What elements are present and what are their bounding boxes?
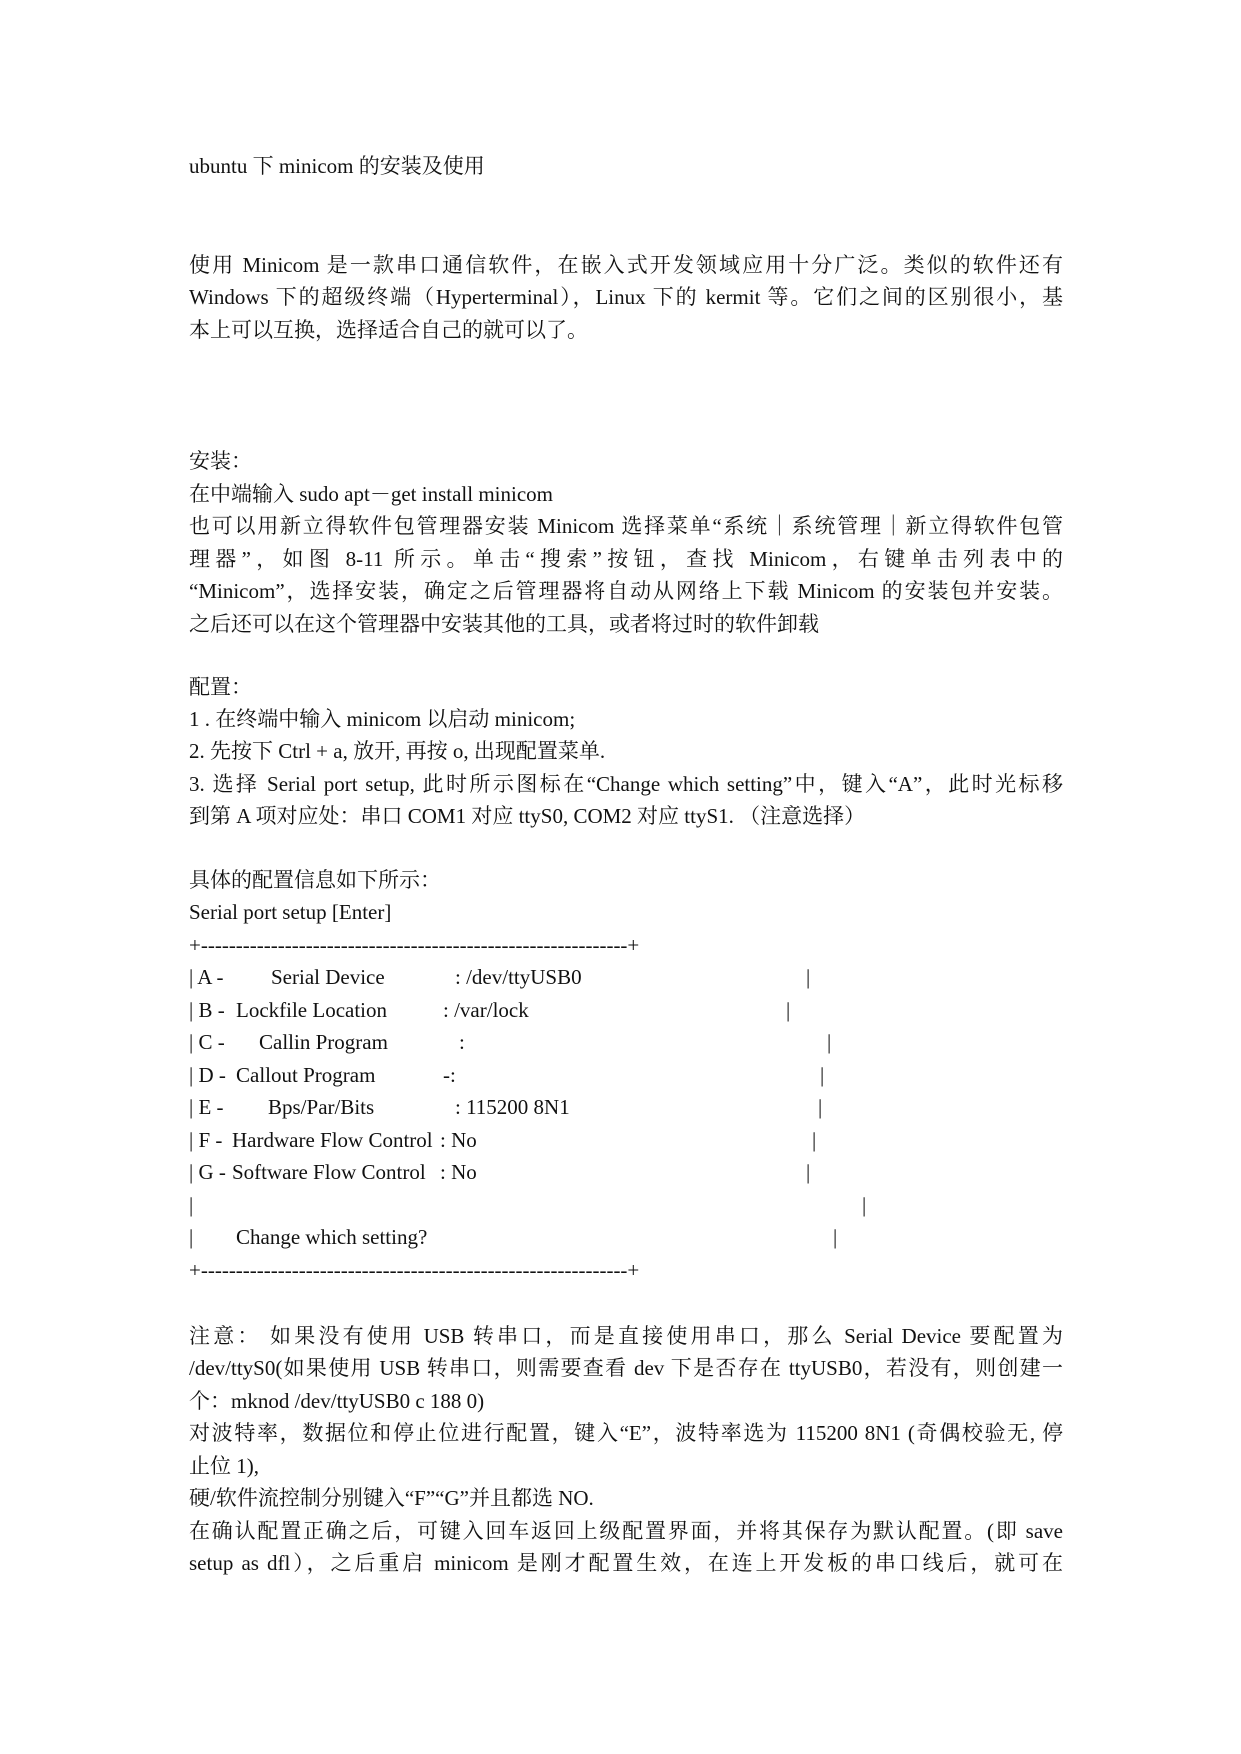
setup-row-value: : No — [440, 1160, 477, 1184]
setup-row-pipe: | — [806, 965, 811, 989]
setup-row-label: Callout Program — [236, 1063, 376, 1087]
intro-line: Windows 下的超级终端（Hyperterminal），Linux 下的 kermit 等。它们之间的区别很小，基 — [189, 285, 1063, 309]
setup-row-key: | D - — [189, 1063, 226, 1087]
setup-row-pipe: | — [786, 998, 791, 1022]
setup-row-key: | B - — [189, 998, 225, 1022]
install-line: 也可以用新立得软件包管理器安装 Minicom 选择菜单“系统｜系统管理｜新立得软件包管 — [189, 514, 1063, 538]
install-line: 理器”，如图 8-11 所示。单击“搜索”按钮，查找 Minicom，右键单击列表中的 — [189, 547, 1063, 571]
config-step: 1 . 在终端中输入 minicom 以启动 minicom; — [189, 707, 576, 731]
setup-row-pipe: | — [818, 1095, 823, 1119]
setup-row-pipe: | — [827, 1030, 832, 1054]
setup-border-top: +-------------------------------------------------------------+ — [189, 933, 640, 957]
setup-row-key: | F - — [189, 1128, 223, 1152]
setup-row-label: Software Flow Control — [232, 1160, 426, 1184]
setup-row-pipe: | — [806, 1160, 811, 1184]
config-step: 到第 A 项对应处：串口 COM1 对应 ttyS0, COM2 对应 ttyS1. （注意选择） — [189, 804, 866, 828]
setup-row-pipe: | — [862, 1193, 867, 1217]
setup-row-pipe: | — [820, 1063, 825, 1087]
note-line: 注意： 如果没有使用 USB 转串口，而是直接使用串口，那么 Serial Device 要配置为 — [189, 1324, 1063, 1348]
note-line: 对波特率，数据位和停止位进行配置，键入“E”，波特率选为 115200 8N1 (奇偶校验无, 停 — [189, 1421, 1063, 1445]
intro-line: 本上可以互换，选择适合自己的就可以了。 — [189, 318, 588, 342]
note-line: 止位 1), — [189, 1454, 259, 1478]
setup-row-label: Serial Device — [271, 965, 385, 989]
setup-row-key: | C - — [189, 1030, 225, 1054]
config-heading: 配置： — [189, 675, 252, 699]
note-line: 在确认配置正确之后，可键入回车返回上级配置界面，并将其保存为默认配置。(即 save — [189, 1519, 1063, 1543]
setup-row-value: : No — [440, 1128, 477, 1152]
setup-row-label: Hardware Flow Control — [232, 1128, 433, 1152]
setup-row-pipe: | — [189, 1193, 194, 1217]
setup-row-value: : /var/lock — [443, 998, 529, 1022]
setup-row-key: | E - — [189, 1095, 224, 1119]
document-title: ubuntu 下 minicom 的安装及使用 — [189, 154, 485, 178]
install-line: “Minicom”，选择安装，确定之后管理器将自动从网络上下载 Minicom 的安装包并安装。 — [189, 579, 1063, 603]
setup-border-bottom: +-------------------------------------------------------------+ — [189, 1258, 640, 1282]
note-line: /dev/ttyS0(如果使用 USB 转串口，则需要查看 dev 下是否存在 ttyUSB0，若没有，则创建一 — [189, 1356, 1063, 1380]
install-line: 在中端输入 sudo apt－get install minicom — [189, 482, 553, 506]
config-step: 3. 选择 Serial port setup, 此时所示图标在“Change which setting”中，键入“A”，此时光标移 — [189, 772, 1063, 796]
config-step: 2. 先按下 Ctrl + a, 放开, 再按 o, 出现配置菜单. — [189, 739, 606, 763]
note-line: 个：mknod /dev/ttyUSB0 c 188 0) — [189, 1389, 485, 1413]
setup-row-value: : — [459, 1030, 465, 1054]
setup-row-label: Lockfile Location — [236, 998, 388, 1022]
intro-line: 使用 Minicom 是一款串口通信软件，在嵌入式开发领域应用十分广泛。类似的软件还有 — [189, 253, 1063, 277]
setup-row-value: : 115200 8N1 — [455, 1095, 570, 1119]
install-line: 之后还可以在这个管理器中安装其他的工具，或者将过时的软件卸载 — [189, 612, 819, 636]
setup-row-pipe: | — [812, 1128, 817, 1152]
setup-row-key: | G - — [189, 1160, 226, 1184]
setup-row-value: -: — [443, 1063, 456, 1087]
note-line: 硬/软件流控制分别键入“F”“G”并且都选 NO. — [189, 1486, 594, 1510]
note-line: setup as dfl），之后重启 minicom 是刚才配置生效，在连上开发板的串口线后，就可在 — [189, 1551, 1063, 1575]
setup-row-label: Bps/Par/Bits — [268, 1095, 375, 1119]
setup-row-label: Callin Program — [259, 1030, 388, 1054]
setup-intro: 具体的配置信息如下所示： — [189, 868, 441, 892]
setup-enter: Serial port setup [Enter] — [189, 900, 392, 924]
setup-row-pipe: | — [189, 1225, 194, 1249]
install-heading: 安装： — [189, 449, 252, 473]
setup-row-key: | A - — [189, 965, 224, 989]
setup-row-value: : /dev/ttyUSB0 — [455, 965, 582, 989]
setup-prompt: Change which setting? — [236, 1225, 428, 1249]
setup-row-pipe: | — [833, 1225, 838, 1249]
